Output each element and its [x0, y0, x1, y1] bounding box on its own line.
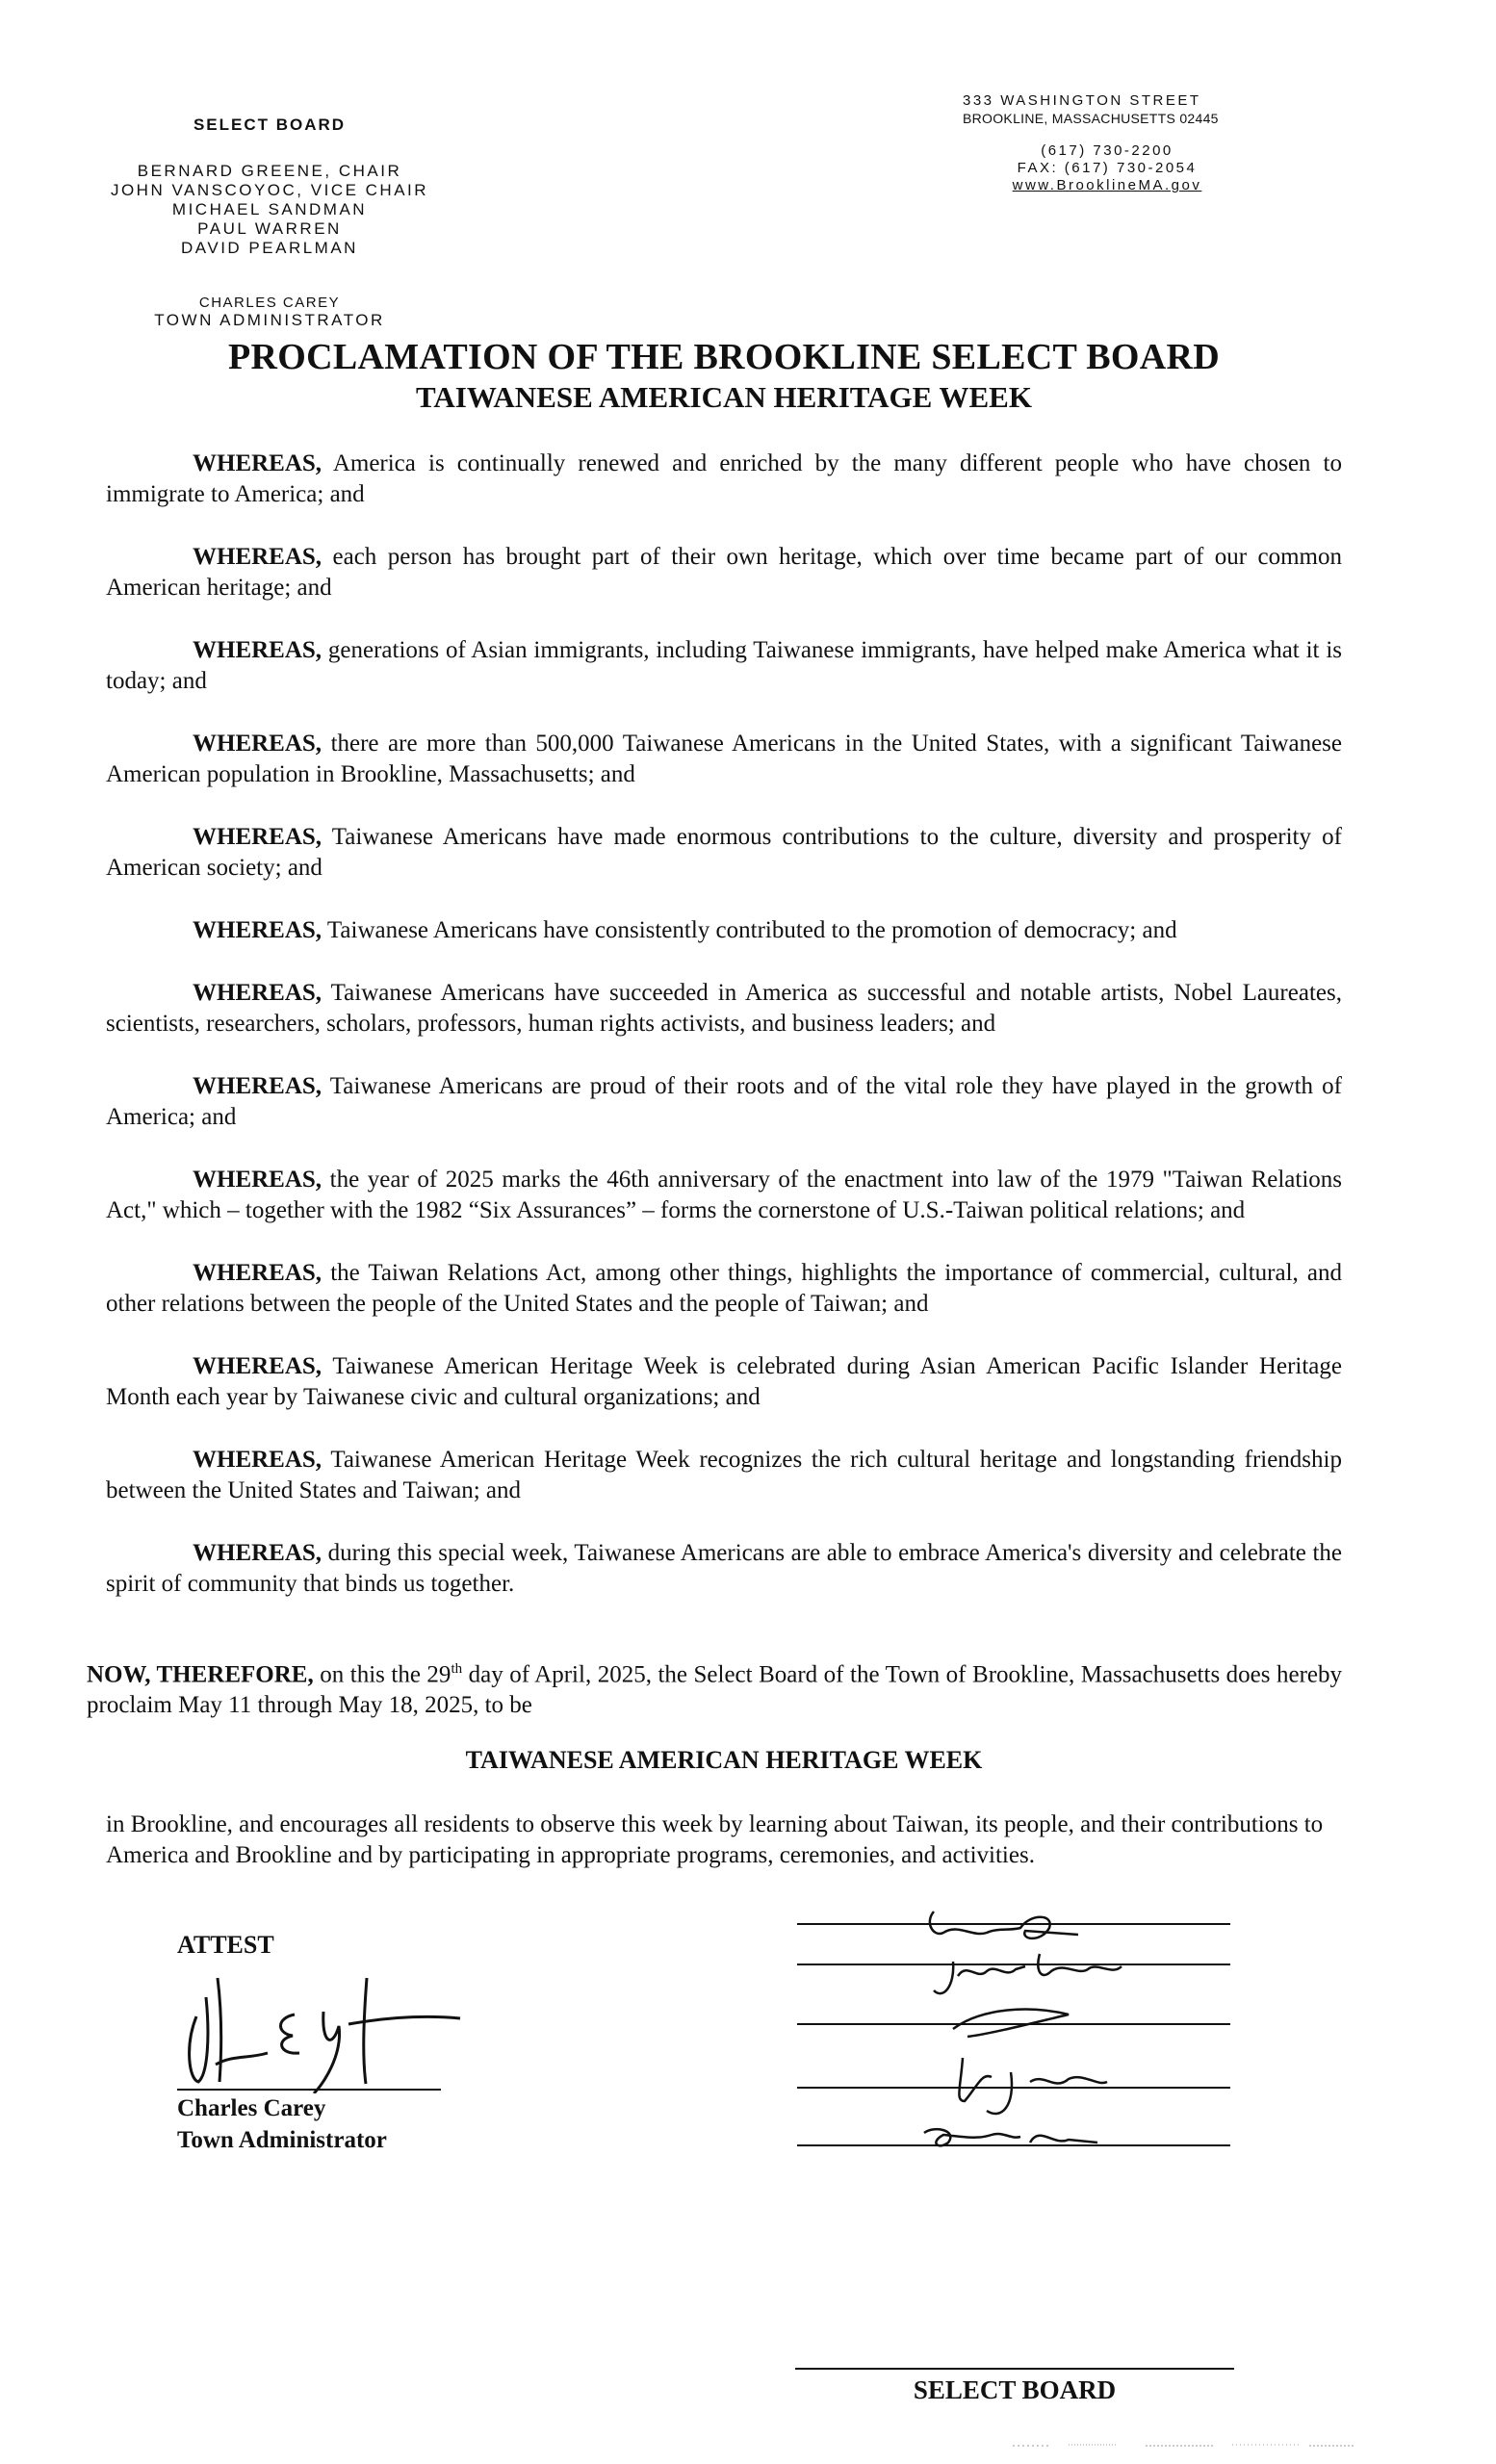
whereas-keyword: WHEREAS, [193, 637, 322, 663]
board-member: BERNARD GREENE, CHAIR [137, 162, 402, 180]
whereas-text: there are more than 500,000 Taiwanese Americans in the United States, with a significant Taiwanese American population in Brookline, Massachusetts; and [106, 731, 1342, 787]
attest-signature-line [177, 2089, 441, 2091]
board-member: PAUL WARREN [197, 219, 342, 238]
therefore-text-after: day of April, 2025, the Select Board of the Town of Brookline, Massachusetts does hereby proclaim May 11 through May 18, 2025, to be [87, 1661, 1343, 1719]
whereas-list [106, 449, 1342, 1631]
whereas-clause [106, 1258, 1342, 1320]
whereas-keyword: WHEREAS, [193, 450, 322, 476]
board-signatures [789, 1894, 1242, 2164]
board-member: JOHN VANSCOYOC, VICE CHAIR [110, 181, 429, 199]
whereas-clause [106, 449, 1342, 510]
whereas-clause [106, 635, 1342, 697]
whereas-text: Taiwanese Americans have succeeded in America as successful and notable artists, Nobel Laureates, scientists, researchers, scholars, professors, human rights activists, and business leaders; and [106, 980, 1342, 1037]
street-address: 333 WASHINGTON STREET [963, 92, 1201, 109]
whereas-clause [106, 1165, 1342, 1226]
attest-label: ATTEST [177, 1931, 274, 1959]
city-address: BROOKLINE, MASSACHUSETTS 02445 [963, 111, 1219, 126]
whereas-keyword: WHEREAS, [193, 1540, 322, 1566]
whereas-keyword: WHEREAS, [193, 1447, 322, 1473]
whereas-text: each person has brought part of their own heritage, which over time became part of our common American heritage; and [106, 544, 1343, 601]
board-signature-line [797, 2023, 1230, 2025]
whereas-clause [106, 729, 1342, 790]
ordinal-suffix: th [451, 1661, 463, 1677]
attest-signatory [177, 2092, 387, 2156]
fax-number: FAX: (617) 730-2054 [1017, 160, 1198, 176]
therefore-keyword: NOW, THEREFORE, [87, 1661, 314, 1688]
board-signature-line [797, 1923, 1230, 1925]
board-signature-line [797, 2087, 1230, 2089]
whereas-keyword: WHEREAS, [193, 1353, 322, 1379]
website-link[interactable]: www.BrooklineMA.gov [1012, 177, 1202, 193]
whereas-text: Taiwanese American Heritage Week recognizes the rich cultural heritage and longstanding friendship between the United States and Taiwan; and [106, 1447, 1342, 1503]
whereas-clause [106, 915, 1342, 946]
scan-artifact [1011, 2443, 1357, 2454]
whereas-text: during this special week, Taiwanese Americans are able to embrace America's diversity and celebrate the spirit of community that binds us together. [106, 1540, 1343, 1597]
administrator-title: TOWN ADMINISTRATOR [154, 311, 385, 329]
whereas-clause [106, 542, 1342, 603]
board-member: MICHAEL SANDMAN [171, 200, 368, 218]
whereas-text: Taiwanese Americans are proud of their roots and of the vital role they have played in the growth of America; and [106, 1073, 1342, 1130]
closing-paragraph: in Brookline, and encourages all residents to observe this week by learning about Taiwan, its people, and their contributions to America and Brookline and by participating in appropriate programs, ceremonies, and activities. [106, 1811, 1324, 1868]
administrator-name: CHARLES CAREY [198, 295, 341, 311]
week-heading: TAIWANESE AMERICAN HERITAGE WEEK [465, 1746, 983, 1774]
whereas-keyword: WHEREAS, [193, 544, 322, 570]
administrator-block [96, 295, 443, 329]
therefore-text-before: on this the 29 [320, 1661, 451, 1688]
whereas-keyword: WHEREAS, [193, 1260, 322, 1286]
whereas-keyword: WHEREAS, [193, 1167, 322, 1193]
letterhead-address [963, 92, 1309, 194]
attest-title: Town Administrator [177, 2127, 387, 2153]
board-label: SELECT BOARD [913, 2375, 1117, 2404]
board-signature-line [797, 1964, 1230, 1965]
whereas-clause [106, 1445, 1342, 1506]
whereas-text: Taiwanese Americans have consistently contributed to the promotion of democracy; and [326, 917, 1177, 943]
whereas-clause [106, 822, 1342, 884]
whereas-clause [106, 1071, 1342, 1133]
whereas-clause [106, 978, 1342, 1040]
attest-name: Charles Carey [177, 2095, 326, 2121]
whereas-text: the year of 2025 marks the 46th anniversary of the enactment into law of the 1979 "Taiwan Relations Act," which – together with the 1982 “Six Assurances” – forms the cornerstone of U.S.-Taiwan political relations; and [106, 1167, 1343, 1223]
whereas-text: generations of Asian immigrants, including Taiwanese immigrants, have helped make America what it is today; and [106, 637, 1342, 694]
board-member: DAVID PEARLMAN [181, 239, 358, 257]
whereas-text: America is continually renewed and enriched by the many different people who have chosen to immigrate to America; and [106, 450, 1342, 507]
whereas-text: Taiwanese American Heritage Week is celebrated during Asian American Pacific Islander Heritage Month each year by Taiwanese civic and cultural organizations; and [106, 1353, 1342, 1410]
proclamation-subtitle: TAIWANESE AMERICAN HERITAGE WEEK [416, 380, 1032, 414]
whereas-clause [106, 1538, 1342, 1600]
contact-block [963, 142, 1251, 194]
board-heading: SELECT BOARD [193, 116, 347, 134]
whereas-clause [106, 1351, 1342, 1413]
whereas-keyword: WHEREAS, [193, 824, 322, 850]
whereas-keyword: WHEREAS, [193, 980, 322, 1006]
board-member-list [96, 162, 443, 258]
phone-number: (617) 730-2200 [1041, 142, 1174, 159]
board-signature-line [797, 2144, 1230, 2146]
whereas-text: the Taiwan Relations Act, among other things, highlights the importance of commercial, cultural, and other relations between the people of the United States and the people of Taiwan; and [106, 1260, 1343, 1317]
therefore-clause [87, 1654, 1342, 1721]
proclamation-title: PROCLAMATION OF THE BROOKLINE SELECT BOARD [228, 337, 1220, 377]
board-signature-line [795, 2368, 1234, 2370]
letterhead-board [96, 116, 443, 329]
whereas-text: Taiwanese Americans have made enormous contributions to the culture, diversity and prosperity of American society; and [106, 824, 1342, 881]
whereas-keyword: WHEREAS, [193, 1073, 322, 1099]
attest-signature [179, 1959, 468, 2093]
whereas-keyword: WHEREAS, [193, 917, 322, 943]
whereas-keyword: WHEREAS, [193, 731, 322, 757]
